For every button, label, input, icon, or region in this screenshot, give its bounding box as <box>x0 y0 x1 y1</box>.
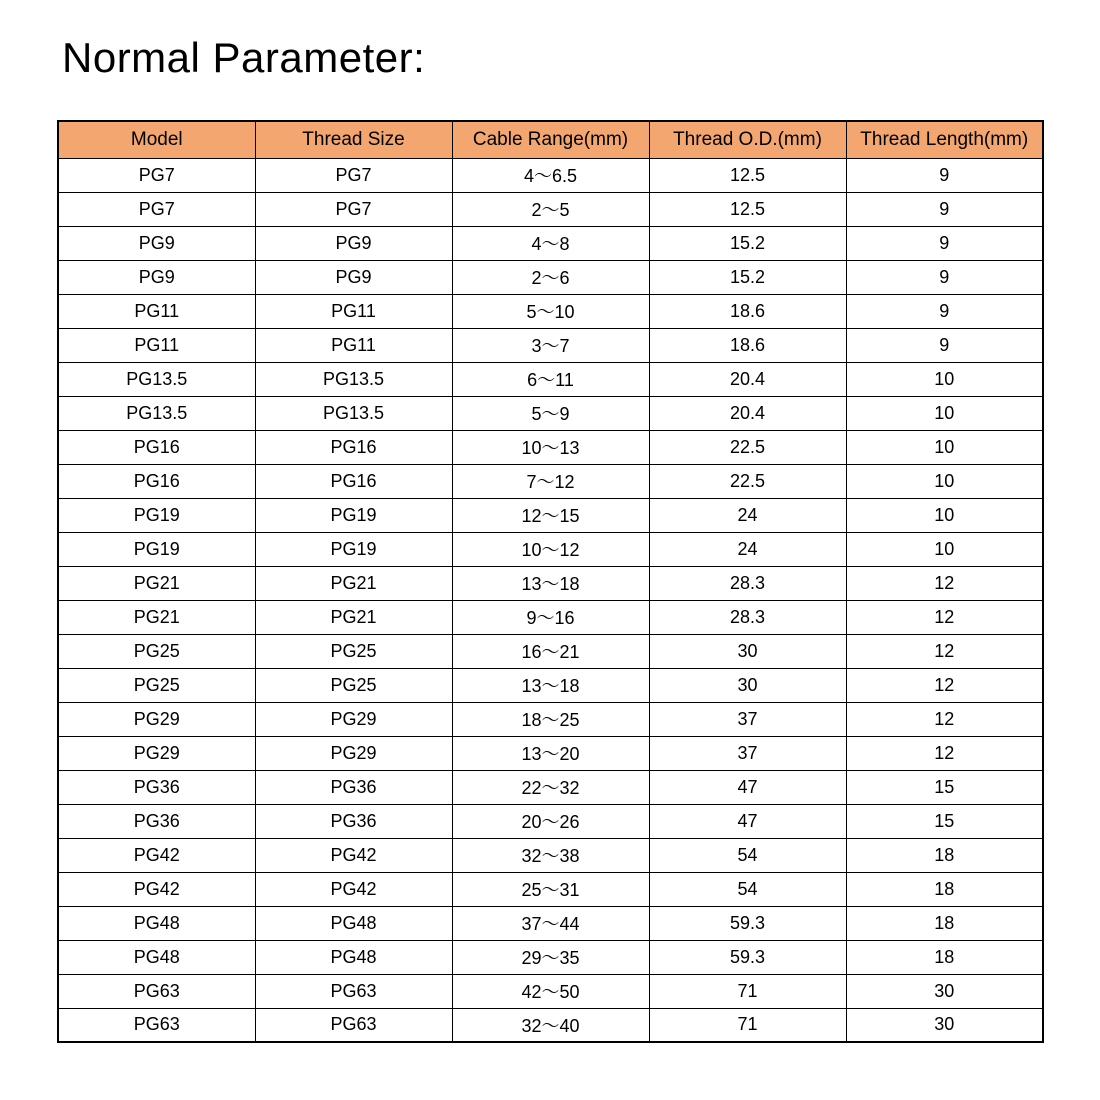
table-cell: PG7 <box>255 192 452 226</box>
table-cell: 12～15 <box>452 498 649 532</box>
column-header-model: Model <box>58 121 255 158</box>
table-cell: PG19 <box>255 532 452 566</box>
table-cell: 37～44 <box>452 906 649 940</box>
table-cell: 22～32 <box>452 770 649 804</box>
table-cell: PG9 <box>58 226 255 260</box>
table-cell: 12 <box>846 702 1043 736</box>
table-cell: 37 <box>649 702 846 736</box>
table-cell: 3～7 <box>452 328 649 362</box>
table-cell: PG7 <box>58 192 255 226</box>
table-cell: PG11 <box>58 328 255 362</box>
table-cell: PG21 <box>255 600 452 634</box>
table-cell: PG63 <box>255 1008 452 1042</box>
table-cell: 9 <box>846 192 1043 226</box>
table-cell: PG48 <box>58 906 255 940</box>
table-cell: 54 <box>649 838 846 872</box>
table-cell: PG42 <box>255 838 452 872</box>
table-row <box>58 736 1043 770</box>
table-cell: 2～5 <box>452 192 649 226</box>
table-header <box>58 121 1043 158</box>
table-cell: PG36 <box>58 770 255 804</box>
table-cell: 59.3 <box>649 940 846 974</box>
table-cell: PG48 <box>255 906 452 940</box>
table-cell: PG25 <box>58 668 255 702</box>
table-cell: 24 <box>649 532 846 566</box>
table-cell: 9 <box>846 328 1043 362</box>
table-row <box>58 668 1043 702</box>
table-cell: 20.4 <box>649 396 846 430</box>
table-cell: 7～12 <box>452 464 649 498</box>
table-cell: PG21 <box>58 600 255 634</box>
table-cell: 42～50 <box>452 974 649 1008</box>
table-cell: 10 <box>846 498 1043 532</box>
table-cell: PG25 <box>255 668 452 702</box>
table-cell: PG63 <box>58 1008 255 1042</box>
table-cell: 28.3 <box>649 600 846 634</box>
table-row <box>58 464 1043 498</box>
table-cell: PG11 <box>255 328 452 362</box>
table-cell: 18.6 <box>649 328 846 362</box>
table-cell: 18～25 <box>452 702 649 736</box>
parameters-table <box>57 120 1044 1043</box>
table-cell: 30 <box>649 668 846 702</box>
table-cell: PG42 <box>58 872 255 906</box>
table-body <box>58 158 1043 1042</box>
table-cell: PG29 <box>58 736 255 770</box>
table-cell: 30 <box>846 1008 1043 1042</box>
table-cell: 22.5 <box>649 464 846 498</box>
table-cell: 28.3 <box>649 566 846 600</box>
table-cell: PG36 <box>255 770 452 804</box>
table-cell: 18 <box>846 872 1043 906</box>
table-cell: 18 <box>846 940 1043 974</box>
table-cell: PG25 <box>58 634 255 668</box>
table-cell: 12 <box>846 668 1043 702</box>
table-cell: PG16 <box>255 464 452 498</box>
table-cell: 30 <box>846 974 1043 1008</box>
table-cell: 10～12 <box>452 532 649 566</box>
table-cell: PG16 <box>255 430 452 464</box>
table-cell: 13～18 <box>452 566 649 600</box>
table-cell: 15 <box>846 770 1043 804</box>
table-cell: 47 <box>649 770 846 804</box>
table-cell: 10 <box>846 430 1043 464</box>
table-cell: PG29 <box>58 702 255 736</box>
table-cell: 18 <box>846 838 1043 872</box>
table-cell: PG19 <box>255 498 452 532</box>
table-cell: 24 <box>649 498 846 532</box>
table-cell: 5～10 <box>452 294 649 328</box>
table-cell: 9 <box>846 158 1043 192</box>
table-cell: 54 <box>649 872 846 906</box>
table-cell: 10 <box>846 464 1043 498</box>
column-header-cable-range-mm: Cable Range(mm) <box>452 121 649 158</box>
table-cell: PG29 <box>255 702 452 736</box>
table-cell: 2～6 <box>452 260 649 294</box>
header-row <box>58 121 1043 158</box>
table-cell: 4～6.5 <box>452 158 649 192</box>
table-cell: 12 <box>846 600 1043 634</box>
table-cell: 29～35 <box>452 940 649 974</box>
table-cell: PG7 <box>255 158 452 192</box>
page-title: Normal Parameter: <box>62 34 426 81</box>
table-cell: 12.5 <box>649 158 846 192</box>
table-cell: 32～38 <box>452 838 649 872</box>
column-header-thread-o-d-mm: Thread O.D.(mm) <box>649 121 846 158</box>
table-row <box>58 532 1043 566</box>
table-row <box>58 498 1043 532</box>
table-row <box>58 362 1043 396</box>
table-cell: PG7 <box>58 158 255 192</box>
table-row <box>58 396 1043 430</box>
table-cell: 15 <box>846 804 1043 838</box>
table-cell: PG16 <box>58 464 255 498</box>
table-row <box>58 192 1043 226</box>
table-row <box>58 974 1043 1008</box>
table-row <box>58 872 1043 906</box>
table-cell: 13～18 <box>452 668 649 702</box>
table-cell: PG9 <box>255 226 452 260</box>
table-row <box>58 838 1043 872</box>
table-row <box>58 158 1043 192</box>
table-cell: 12 <box>846 736 1043 770</box>
table-cell: 10 <box>846 532 1043 566</box>
table-row <box>58 770 1043 804</box>
table-cell: 37 <box>649 736 846 770</box>
table-cell: 16～21 <box>452 634 649 668</box>
table-cell: 20.4 <box>649 362 846 396</box>
table-cell: 9～16 <box>452 600 649 634</box>
table-cell: 18.6 <box>649 294 846 328</box>
table-cell: 71 <box>649 974 846 1008</box>
table-row <box>58 1008 1043 1042</box>
table-cell: 15.2 <box>649 260 846 294</box>
table-row <box>58 260 1043 294</box>
table-cell: PG11 <box>58 294 255 328</box>
table-cell: PG19 <box>58 498 255 532</box>
table-cell: 13～20 <box>452 736 649 770</box>
table-cell: 9 <box>846 226 1043 260</box>
table-cell: 10～13 <box>452 430 649 464</box>
table-cell: 20～26 <box>452 804 649 838</box>
table-row <box>58 940 1043 974</box>
table-row <box>58 702 1043 736</box>
table-cell: PG11 <box>255 294 452 328</box>
table-cell: 10 <box>846 396 1043 430</box>
table-cell: PG63 <box>58 974 255 1008</box>
column-header-thread-size: Thread Size <box>255 121 452 158</box>
table-cell: PG13.5 <box>255 396 452 430</box>
table-cell: 12 <box>846 634 1043 668</box>
table-cell: 30 <box>649 634 846 668</box>
table-cell: 10 <box>846 362 1043 396</box>
table-row <box>58 566 1043 600</box>
table-cell: 25～31 <box>452 872 649 906</box>
table-cell: PG36 <box>255 804 452 838</box>
table-cell: 15.2 <box>649 226 846 260</box>
table-cell: PG9 <box>58 260 255 294</box>
table-cell: PG13.5 <box>58 396 255 430</box>
table-cell: PG21 <box>58 566 255 600</box>
column-header-thread-length-mm: Thread Length(mm) <box>846 121 1043 158</box>
table-cell: PG13.5 <box>255 362 452 396</box>
table-cell: 9 <box>846 294 1043 328</box>
table-cell: PG29 <box>255 736 452 770</box>
table-row <box>58 328 1043 362</box>
table-cell: 59.3 <box>649 906 846 940</box>
table-row <box>58 294 1043 328</box>
table-cell: PG48 <box>58 940 255 974</box>
table-row <box>58 226 1043 260</box>
table-cell: 5～9 <box>452 396 649 430</box>
table-row <box>58 634 1043 668</box>
table-cell: PG19 <box>58 532 255 566</box>
table-cell: 47 <box>649 804 846 838</box>
table-row <box>58 600 1043 634</box>
table-cell: 22.5 <box>649 430 846 464</box>
table-cell: PG42 <box>255 872 452 906</box>
table-cell: PG13.5 <box>58 362 255 396</box>
table-cell: PG42 <box>58 838 255 872</box>
table-cell: 6～11 <box>452 362 649 396</box>
table-cell: PG25 <box>255 634 452 668</box>
table-cell: 12 <box>846 566 1043 600</box>
table-cell: PG21 <box>255 566 452 600</box>
table-cell: 18 <box>846 906 1043 940</box>
table-cell: 32～40 <box>452 1008 649 1042</box>
table-cell: PG36 <box>58 804 255 838</box>
table-cell: PG9 <box>255 260 452 294</box>
table-cell: 12.5 <box>649 192 846 226</box>
table-cell: 4～8 <box>452 226 649 260</box>
table-row <box>58 430 1043 464</box>
table-cell: PG63 <box>255 974 452 1008</box>
table-cell: 71 <box>649 1008 846 1042</box>
table-row <box>58 804 1043 838</box>
table-cell: 9 <box>846 260 1043 294</box>
table-cell: PG16 <box>58 430 255 464</box>
table-cell: PG48 <box>255 940 452 974</box>
table-row <box>58 906 1043 940</box>
